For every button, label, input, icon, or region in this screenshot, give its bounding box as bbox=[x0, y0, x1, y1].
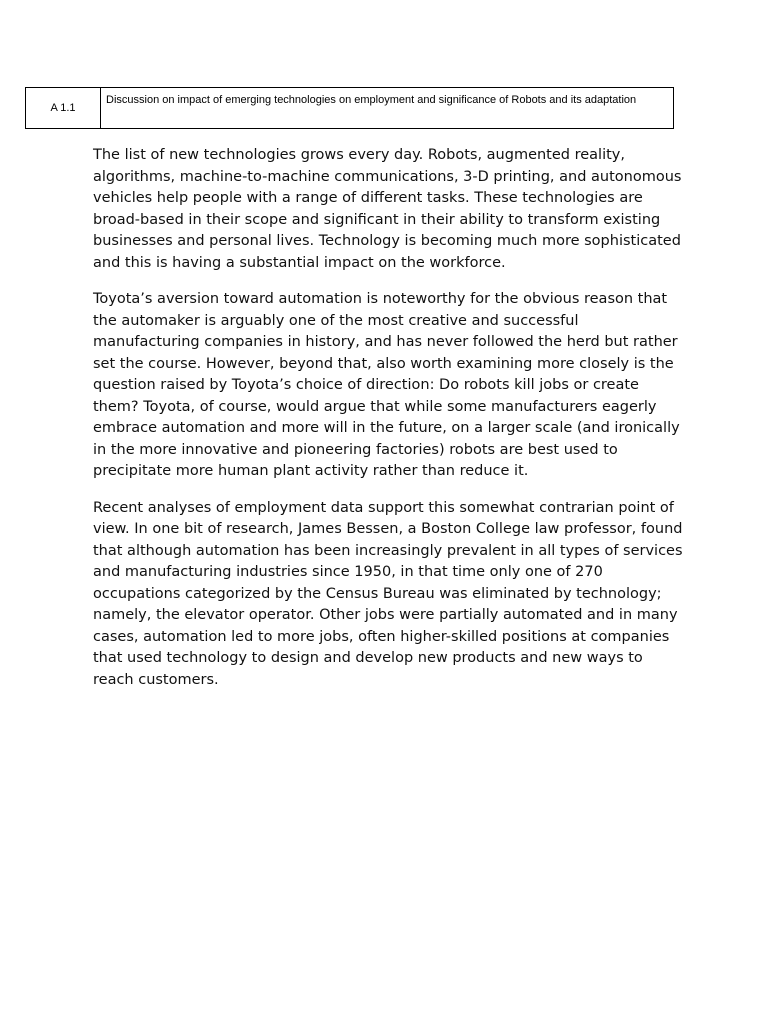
section-title: Discussion on impact of emerging technologies on employment and significance of Robots and its adaptation bbox=[106, 94, 637, 106]
paragraph: Toyota’s aversion toward automation is noteworthy for the obvious reason that the automaker is arguably one of the most creative and successful manufacturing companies in history, and has never followed the herd but rather set the course. However, beyond that, also worth examining more closely is the question raised by Toyota’s choice of direction: Do robots kill jobs or create them? Toyota, of course, would argue that while some manufacturers eagerly embrace automation and more will in the future, on a larger scale (and ironically in the more innovative and pioneering factories) robots are best used to precipitate more human plant activity rather than reduce it. bbox=[93, 291, 680, 479]
paragraph: Recent analyses of employment data support this somewhat contrarian point of view. In one bit of research, James Bessen, a Boston College law professor, found that although automation has been increasingly prevalent in all types of services and manufacturing industries since 1950, in that time only one of 270 occupations categorized by the Census Bureau was eliminated by technology; namely, the elevator operator. Other jobs were partially automated and in many cases, automation led to more jobs, often higher-skilled positions at companies that used technology to design and develop new products and new ways to reach customers. bbox=[93, 499, 683, 688]
header-table bbox=[25, 87, 674, 129]
body-text bbox=[93, 145, 683, 706]
section-code: A 1.1 bbox=[26, 88, 101, 128]
paragraph: The list of new technologies grows every day. Robots, augmented reality, algorithms, machine-to-machine communications, 3-D printing, and autonomous vehicles help people with a range of different tasks. These technologies are broad-based in their scope and significant in their ability to transform existing businesses and personal lives. Technology is becoming much more sophisticated and this is having a substantial impact on the workforce. bbox=[93, 147, 682, 271]
